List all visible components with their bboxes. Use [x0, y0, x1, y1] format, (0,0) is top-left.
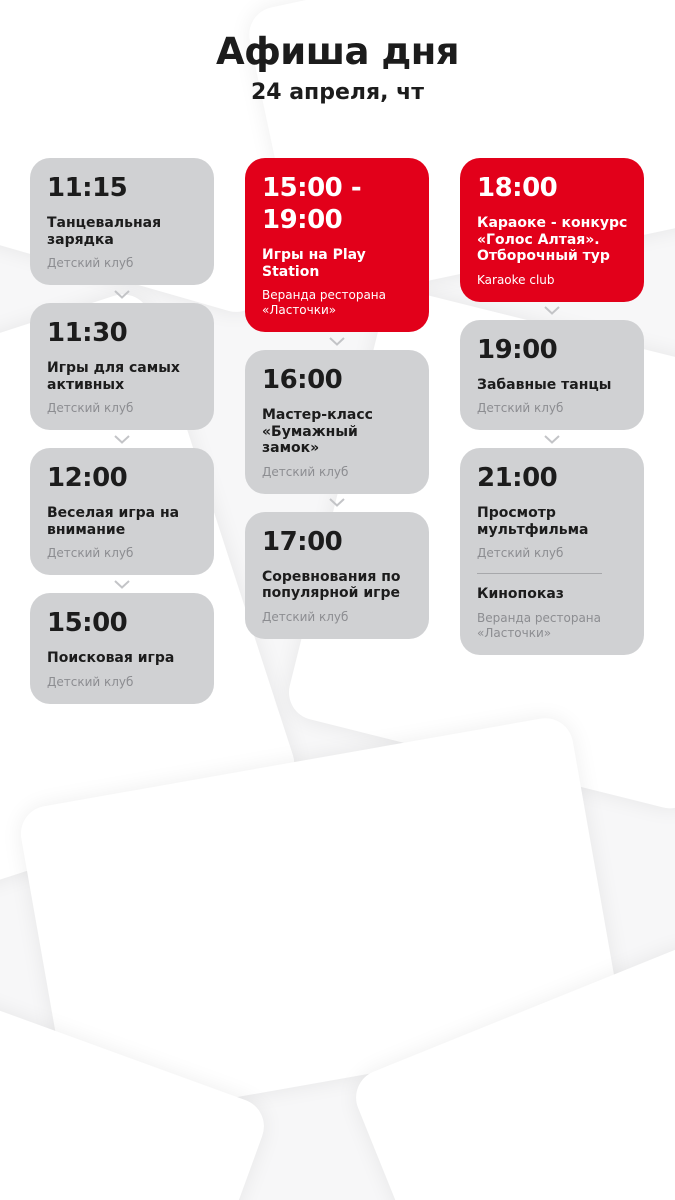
- page-title: Афиша дня: [215, 30, 460, 73]
- event-name: Просмотр мультфильма: [477, 505, 589, 538]
- event-card-highlight: [245, 158, 429, 332]
- event-place: Детский клуб: [47, 401, 134, 415]
- event-card: [460, 448, 644, 655]
- event-place: Детский клуб: [477, 401, 564, 415]
- event-time: 15:00: [47, 608, 128, 638]
- event-place: Детский клуб: [47, 256, 134, 270]
- event-place: Детский клуб: [262, 464, 349, 479]
- event-name: Забавные танцы: [477, 376, 612, 393]
- chevron-down-icon: [460, 430, 644, 448]
- schedule-column-2: [245, 158, 429, 639]
- event-place: Karaoke club: [477, 272, 555, 287]
- event-place: Детский клуб: [47, 546, 134, 560]
- event-place: Веранда ресторана «Ласточки»: [477, 611, 601, 640]
- event-divider: [477, 573, 602, 574]
- event-card-highlight: [460, 158, 644, 302]
- schedule-column-3: [460, 158, 644, 655]
- event-card: [245, 350, 429, 494]
- chevron-down-icon: [30, 430, 214, 448]
- chevron-down-icon: [460, 302, 644, 320]
- chevron-down-icon: [245, 494, 429, 512]
- event-time: 11:30: [47, 318, 128, 348]
- chevron-down-icon: [245, 332, 429, 350]
- event-time: 16:00: [262, 365, 343, 395]
- event-place: Детский клуб: [477, 546, 564, 560]
- event-card: [30, 448, 214, 575]
- event-card: [30, 303, 214, 430]
- event-name: Соревнования по популярной игре: [262, 568, 401, 601]
- page-date: 24 апреля, чт: [250, 80, 425, 105]
- event-name: Игры на Play Station: [262, 247, 366, 280]
- event-time: 12:00: [47, 463, 128, 493]
- chevron-down-icon: [30, 575, 214, 593]
- event-time: 17:00: [262, 526, 343, 557]
- event-name: Игры для самых активных: [47, 360, 180, 393]
- chevron-down-icon: [30, 285, 214, 303]
- event-name: Караоке - конкурс «Голос Алтая». Отборочный тур: [477, 215, 628, 264]
- event-time: 11:15: [47, 173, 128, 203]
- event-name: Мастер-класс «Бумажный замок»: [262, 407, 373, 456]
- event-place: Детский клуб: [47, 674, 134, 689]
- event-name: Поисковая игра: [47, 650, 175, 666]
- event-name: Кинопоказ: [477, 586, 564, 602]
- event-name: Танцевальная зарядка: [47, 215, 162, 248]
- event-place: Детский клуб: [262, 609, 349, 624]
- event-time: 19:00: [477, 334, 558, 365]
- event-time: 21:00: [477, 463, 558, 493]
- event-card: [30, 593, 214, 704]
- event-name: Веселая игра на внимание: [47, 505, 180, 538]
- event-card: [245, 512, 429, 639]
- event-card: [30, 158, 214, 285]
- event-card: [460, 320, 644, 431]
- event-place: Веранда ресторана «Ласточки»: [262, 288, 386, 317]
- event-time: 18:00: [477, 173, 558, 203]
- event-time: 15:00 - 19:00: [262, 173, 362, 235]
- schedule-column-1: [30, 158, 214, 704]
